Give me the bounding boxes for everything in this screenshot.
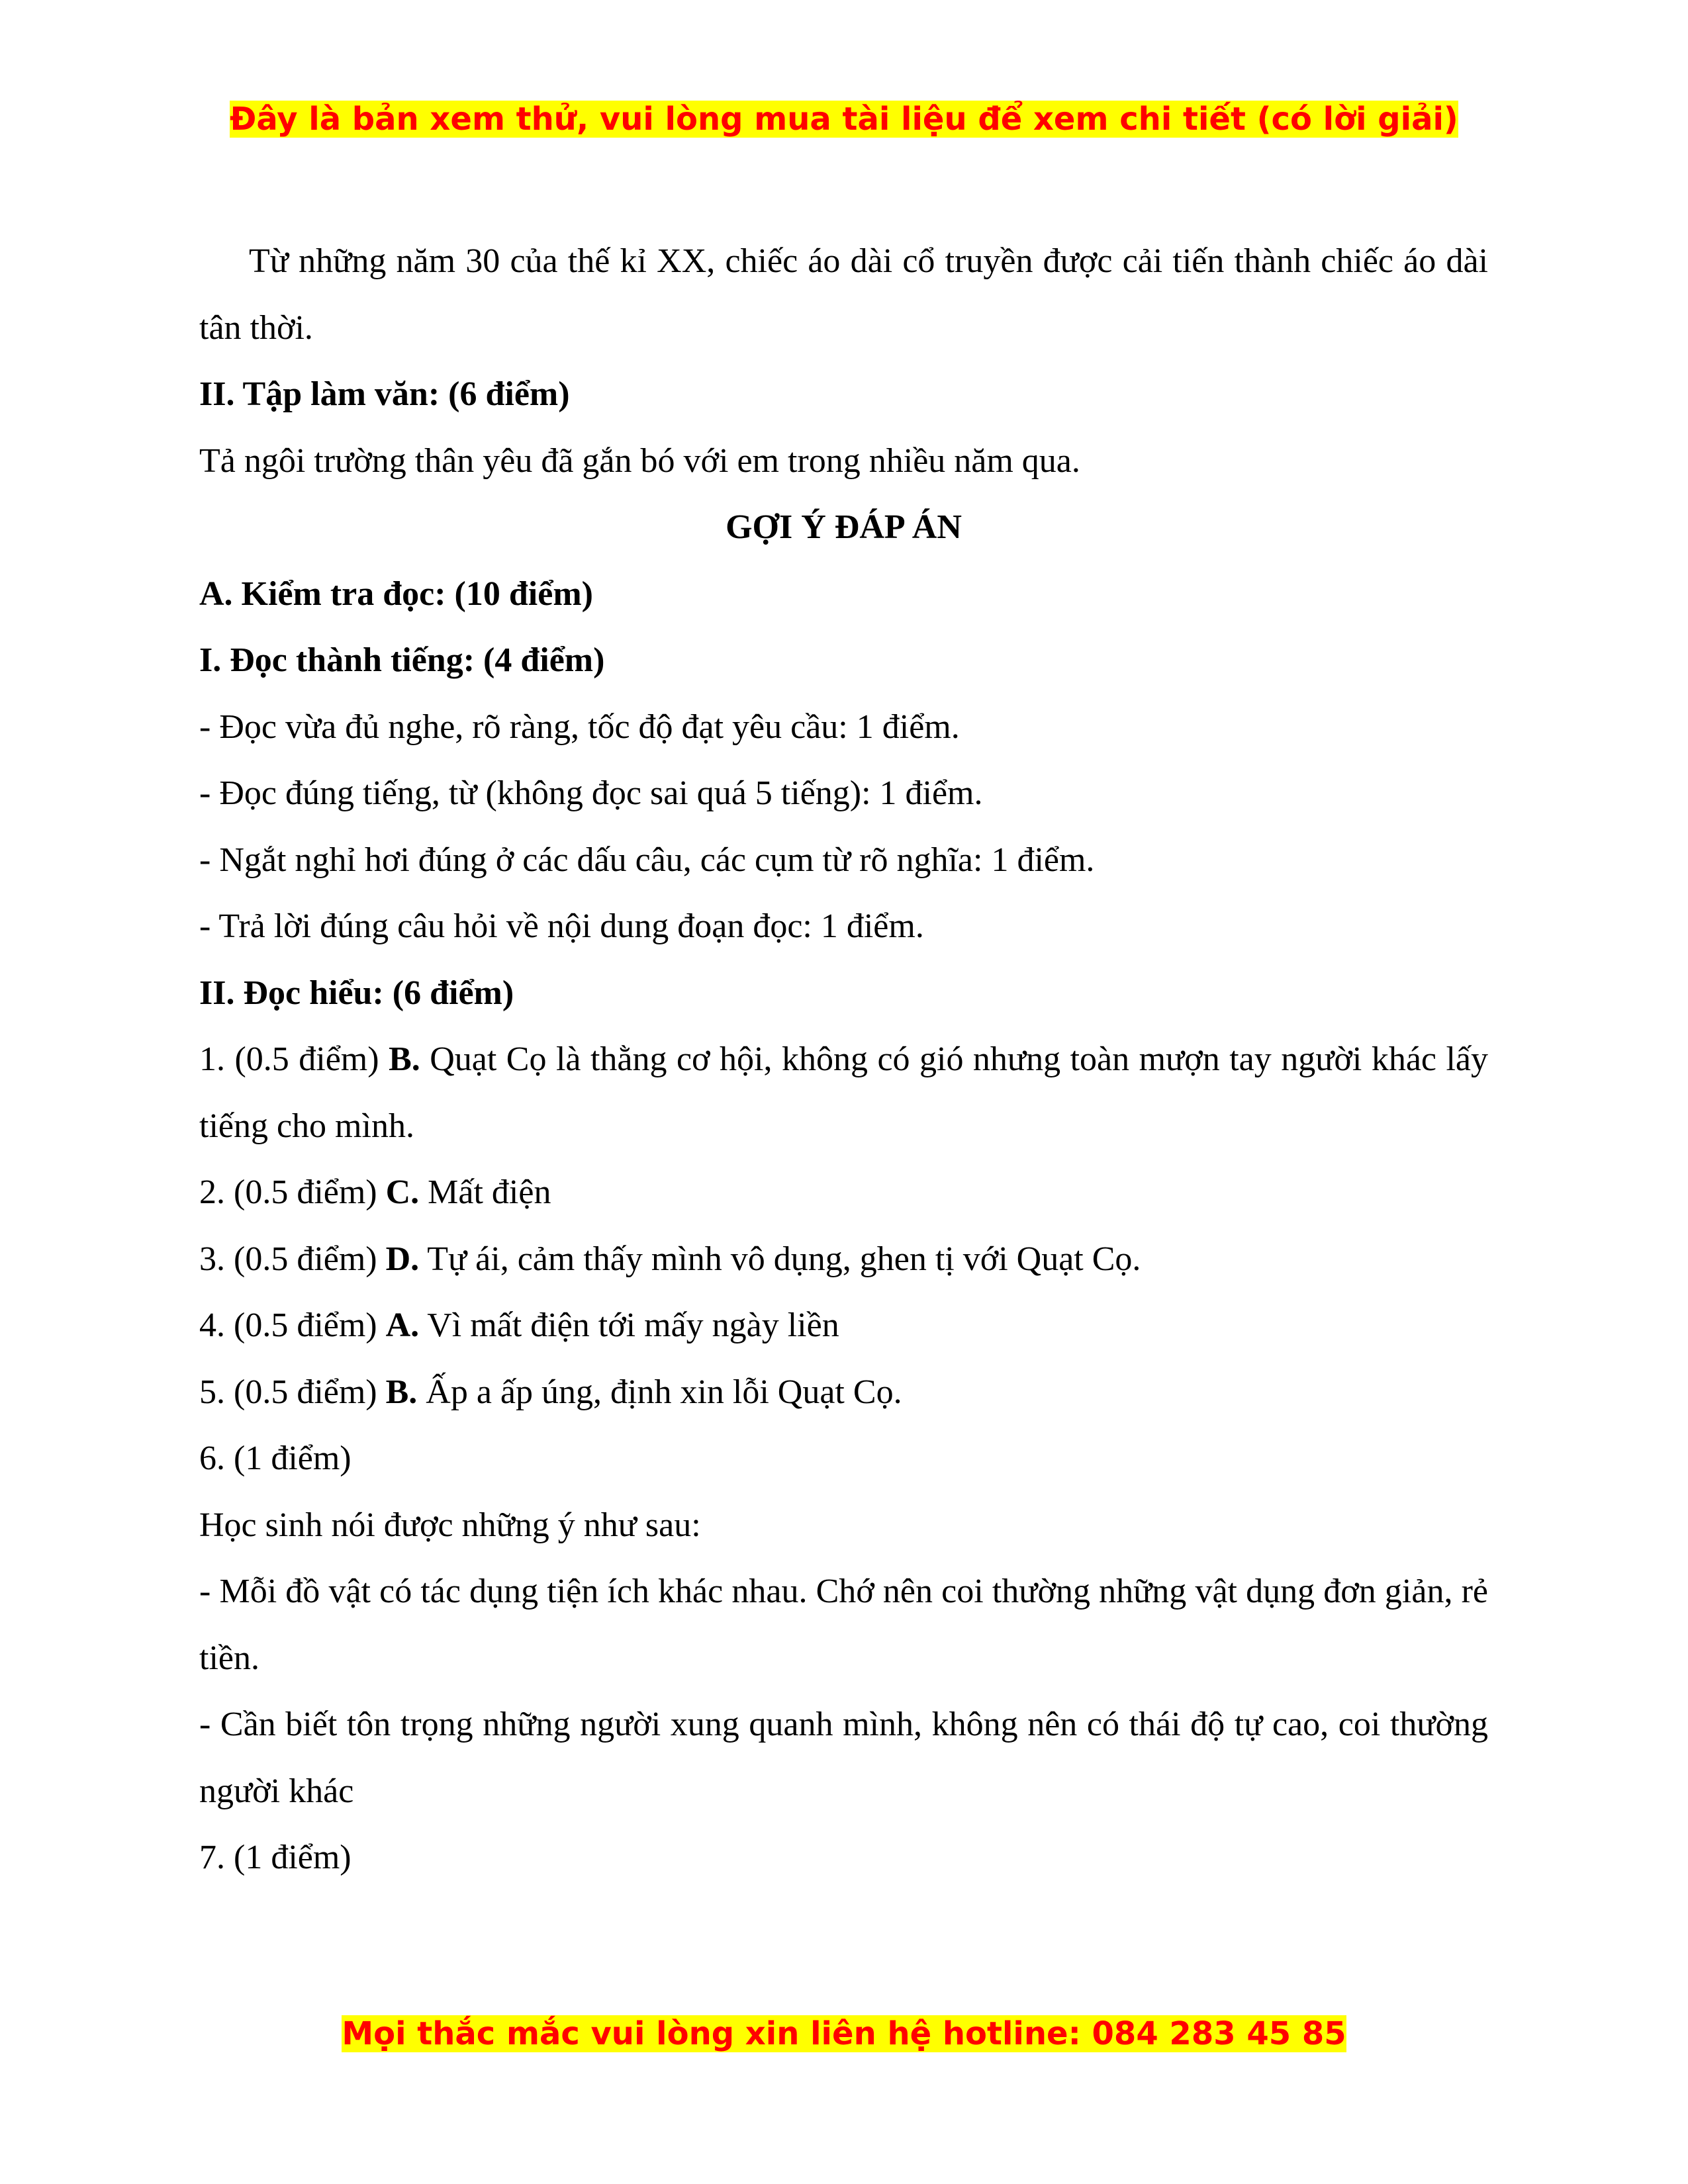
- reading-test-heading: A. Kiểm tra đọc: (10 điểm): [199, 574, 593, 613]
- answer-choice: D.: [385, 1240, 420, 1278]
- oral-reading-criterion: - Đọc đúng tiếng, từ (không đọc sai quá 5 tiếng): 1 điểm.: [199, 774, 983, 812]
- comprehension-heading: II. Đọc hiểu: (6 điểm): [199, 974, 514, 1012]
- answer-text: Quạt Cọ là thằng cơ hội, không có gió nhưng toàn mượn tay người khác lấy tiếng cho mình.: [199, 1040, 1489, 1145]
- oral-reading-criterion: - Trả lời đúng câu hỏi về nội dung đoạn đọc: 1 điểm.: [199, 907, 924, 945]
- answer-item-5: [199, 1359, 1488, 1426]
- question-6-point: - Mỗi đồ vật có tác dụng tiện ích khác nhau. Chớ nên coi thường những vật dụng đơn giản, rẻ tiền.: [199, 1572, 1488, 1677]
- question-6-intro: Học sinh nói được những ý như sau:: [199, 1506, 701, 1544]
- answer-text: Tự ái, cảm thấy mình vô dụng, ghen tị với Quạt Cọ.: [419, 1240, 1141, 1278]
- intro-paragraph: Từ những năm 30 của thế kỉ XX, chiếc áo dài cổ truyền được cải tiến thành chiếc áo dài tân thời.: [199, 242, 1488, 347]
- answer-prefix: 2. (0.5 điểm): [199, 1173, 386, 1211]
- answer-item-2: [199, 1160, 1488, 1226]
- answer-text: Mất điện: [419, 1173, 551, 1211]
- answer-prefix: 1. (0.5 điểm): [199, 1040, 389, 1078]
- preview-notice-text: Đây là bản xem thử, vui lòng mua tài liệu để xem chi tiết (có lời giải): [230, 101, 1458, 138]
- question-7-label: 7. (1 điểm): [199, 1839, 352, 1876]
- question-6-label: 6. (1 điểm): [199, 1439, 352, 1477]
- hotline-notice-text: Mọi thắc mắc vui lòng xin liên hệ hotline: 084 283 45 85: [342, 2015, 1346, 2052]
- oral-reading-criterion: - Ngắt nghỉ hơi đúng ở các dấu câu, các cụm từ rõ nghĩa: 1 điểm.: [199, 841, 1095, 879]
- answer-key-title: GỢI Ý ĐÁP ÁN: [726, 508, 962, 546]
- preview-notice-banner: [0, 99, 1688, 139]
- document-body: [199, 228, 1488, 1891]
- answer-item-1: [199, 1026, 1488, 1160]
- answer-choice: B.: [385, 1373, 418, 1411]
- answer-choice: C.: [385, 1173, 420, 1211]
- answer-item-4: [199, 1293, 1488, 1359]
- answer-text: Ấp a ấp úng, định xin lỗi Quạt Cọ.: [417, 1373, 902, 1411]
- answer-item-3: [199, 1226, 1488, 1293]
- oral-reading-criterion: - Đọc vừa đủ nghe, rõ ràng, tốc độ đạt yêu cầu: 1 điểm.: [199, 707, 960, 746]
- question-6-point: - Cần biết tôn trọng những người xung quanh mình, không nên có thái độ tự cao, coi thường người khác: [199, 1706, 1488, 1810]
- oral-reading-heading: I. Đọc thành tiếng: (4 điểm): [199, 641, 605, 679]
- answer-choice: A.: [385, 1306, 420, 1344]
- answer-prefix: 5. (0.5 điểm): [199, 1373, 386, 1411]
- answer-prefix: 4. (0.5 điểm): [199, 1306, 386, 1344]
- answer-choice: B.: [389, 1040, 420, 1078]
- answer-prefix: 3. (0.5 điểm): [199, 1240, 386, 1278]
- answer-text: Vì mất điện tới mấy ngày liền: [419, 1306, 839, 1344]
- hotline-notice-banner: [0, 2014, 1688, 2054]
- writing-prompt: Tả ngôi trường thân yêu đã gắn bó với em trong nhiều năm qua.: [199, 441, 1080, 480]
- writing-section-heading: II. Tập làm văn: (6 điểm): [199, 375, 570, 413]
